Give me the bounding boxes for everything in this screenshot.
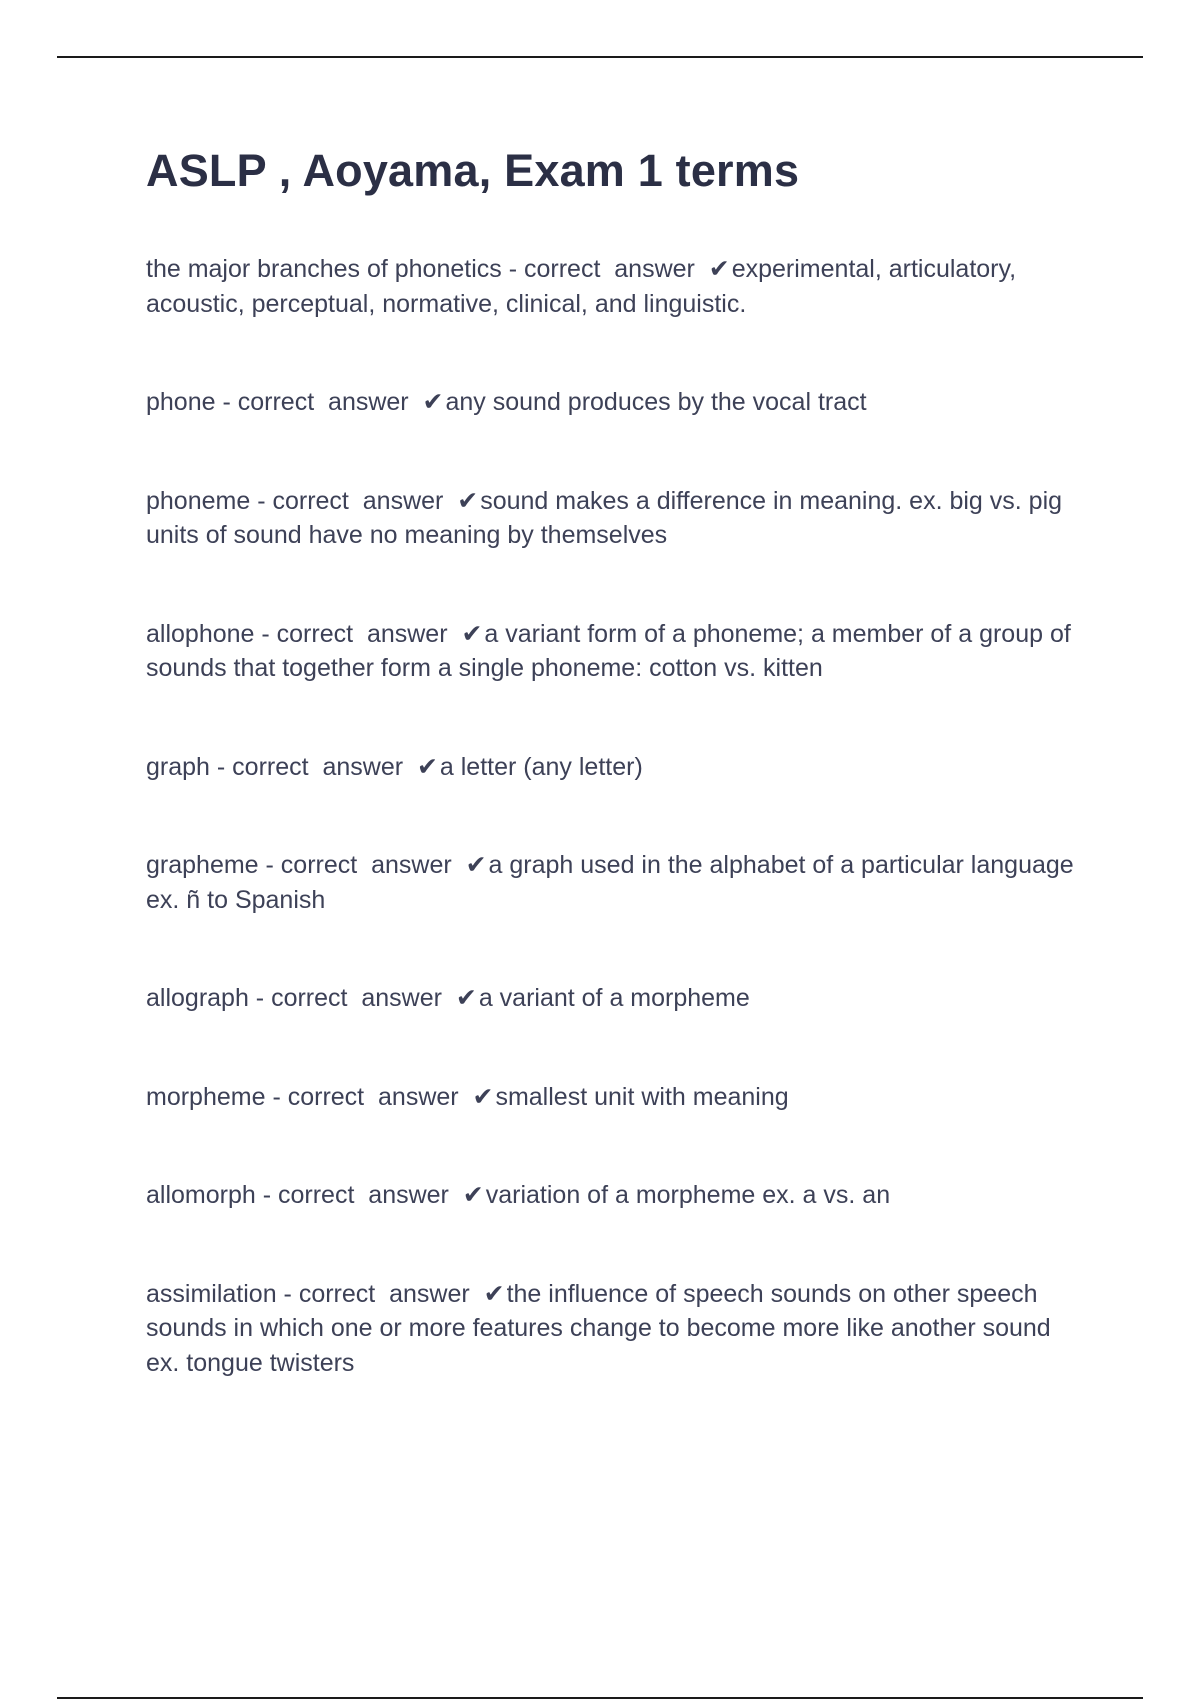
definition: a letter (any letter)	[439, 752, 643, 781]
definition: smallest unit with meaning	[495, 1082, 789, 1111]
check-icon: ✔	[462, 1181, 484, 1209]
term: phoneme	[146, 486, 251, 515]
term: graph	[146, 752, 210, 781]
term-entry	[146, 1080, 1076, 1115]
term: allomorph	[146, 1181, 256, 1209]
answer-separator: - correct answer	[265, 1082, 473, 1111]
answer-separator: - correct answer	[254, 619, 462, 648]
term: assimilation	[146, 1279, 277, 1308]
definition: a variant of a morpheme	[478, 984, 750, 1012]
term-entry	[146, 848, 1076, 917]
answer-separator: - correct answer	[250, 486, 458, 515]
term-entry	[146, 981, 1076, 1016]
bottom-divider	[57, 1697, 1143, 1699]
answer-separator: - correct answer	[276, 1279, 484, 1308]
term-entry	[146, 385, 1076, 420]
term-entry	[146, 750, 1076, 785]
answer-separator: - correct answer	[258, 851, 466, 879]
definition: a variant form of a phoneme; a member of a group of sounds that together form a single phoneme: cotton vs. kitten	[146, 619, 1071, 682]
definition: sound makes a difference in meaning. ex. big vs. pig units of sound have no meaning by themselves	[146, 486, 1063, 549]
term: phone	[146, 388, 216, 416]
answer-separator: - correct answer	[255, 1181, 463, 1209]
answer-separator: - correct answer	[248, 984, 456, 1012]
check-icon: ✔	[422, 388, 444, 416]
definition: the influence of speech sounds on other speech sounds in which one or more features change to become more like another sound ex. tongue twisters	[146, 1279, 1051, 1377]
term: allograph	[146, 984, 249, 1012]
check-icon: ✔	[708, 255, 730, 283]
check-icon: ✔	[455, 984, 477, 1012]
term: morpheme	[146, 1082, 266, 1111]
definition: a graph used in the alphabet of a particular language ex. ñ to Spanish	[146, 851, 1074, 914]
page-title: ASLP , Aoyama, Exam 1 terms	[146, 145, 800, 196]
definition: experimental, articulatory, acoustic, perceptual, normative, clinical, and linguistic.	[146, 255, 1017, 318]
term: grapheme	[146, 851, 259, 879]
answer-separator: - correct answer	[215, 388, 423, 416]
term-entry	[146, 484, 1076, 553]
term: allophone	[146, 619, 255, 648]
definition: any sound produces by the vocal tract	[445, 388, 867, 416]
answer-separator: - correct answer	[501, 255, 709, 283]
check-icon: ✔	[465, 851, 487, 879]
term-list	[146, 252, 1076, 1380]
term-entry	[146, 1178, 1076, 1213]
answer-separator: - correct answer	[209, 752, 417, 781]
term: the major branches of phonetics	[146, 255, 502, 283]
term-entry	[146, 617, 1076, 686]
definition: variation of a morpheme ex. a vs. an	[485, 1181, 891, 1209]
check-icon: ✔	[416, 752, 438, 781]
term-entry	[146, 252, 1076, 321]
top-divider	[57, 56, 1143, 58]
check-icon: ✔	[483, 1279, 505, 1308]
check-icon: ✔	[457, 486, 479, 515]
term-entry	[146, 1277, 1076, 1381]
check-icon: ✔	[461, 619, 483, 648]
check-icon: ✔	[472, 1082, 494, 1111]
